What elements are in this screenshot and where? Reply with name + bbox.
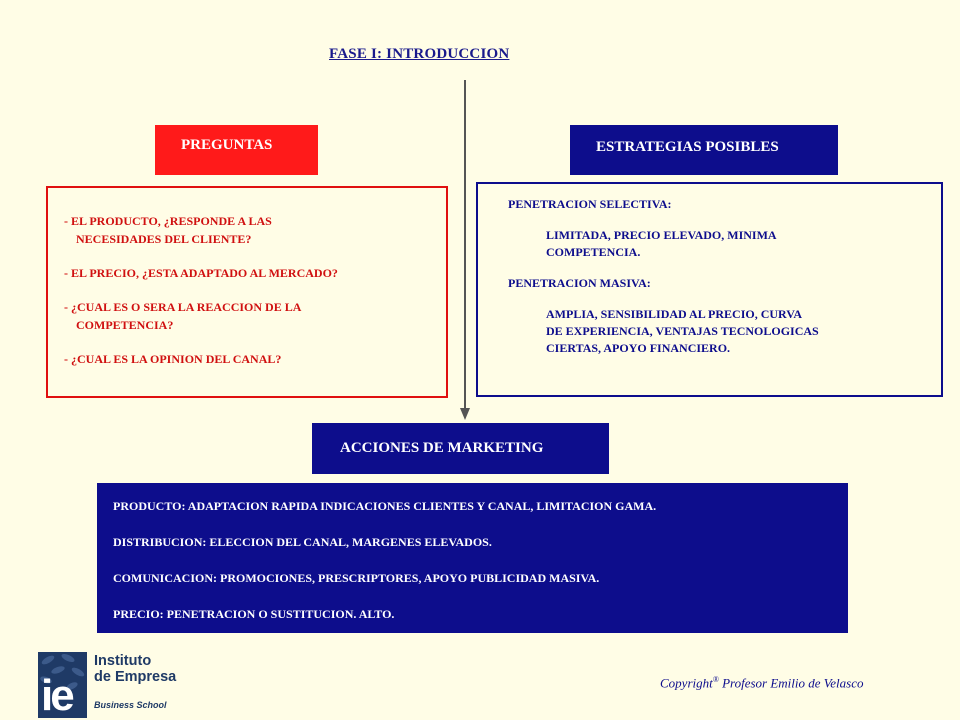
registered-symbol: ® xyxy=(712,675,719,684)
estrategias-header: ESTRATEGIAS POSIBLES xyxy=(570,125,838,175)
copyright-notice xyxy=(660,675,863,691)
ie-logo xyxy=(38,652,198,718)
pregunta-line-cont: COMPETENCIA? xyxy=(76,318,174,332)
pregunta-line: - EL PRODUCTO, ¿RESPONDE A LAS xyxy=(64,214,272,228)
ie-logo-letters: ie xyxy=(41,671,72,718)
pregunta-item xyxy=(64,298,446,334)
pregunta-item xyxy=(64,350,446,368)
estrategias-box xyxy=(476,182,943,397)
pregunta-line: - EL PRECIO, ¿ESTA ADAPTADO AL MERCADO? xyxy=(64,266,338,280)
accion-producto: PRODUCTO: ADAPTACION RAPIDA INDICACIONES CLIENTES Y CANAL, LIMITACION GAMA. xyxy=(113,499,657,513)
preguntas-header: PREGUNTAS xyxy=(155,125,318,175)
selectiva-detail xyxy=(508,227,941,261)
preguntas-box xyxy=(46,186,448,398)
ie-logo-mark xyxy=(38,652,87,718)
acciones-box xyxy=(97,483,848,633)
copyright-prefix: Copyright xyxy=(660,675,713,691)
page-title: FASE I: INTRODUCCION xyxy=(329,46,510,62)
copyright-suffix: Profesor Emilio de Velasco xyxy=(718,675,864,691)
masiva-detail xyxy=(508,306,941,357)
ie-logo-line2: de Empresa xyxy=(94,669,177,685)
pregunta-item xyxy=(64,212,446,248)
pregunta-line: - ¿CUAL ES LA OPINION DEL CANAL? xyxy=(64,352,282,366)
flow-arrow-line xyxy=(464,80,466,410)
ie-logo-name xyxy=(94,653,176,685)
masiva-line: CIERTAS, APOYO FINANCIERO. xyxy=(546,341,731,355)
selectiva-line: COMPETENCIA. xyxy=(546,245,641,259)
flow-arrow-head xyxy=(460,408,470,420)
accion-distribucion: DISTRIBUCION: ELECCION DEL CANAL, MARGENES ELEVADOS. xyxy=(113,535,492,549)
masiva-line: DE EXPERIENCIA, VENTAJAS TECNOLOGICAS xyxy=(546,324,819,338)
selectiva-heading: PENETRACION SELECTIVA: xyxy=(508,197,672,211)
pregunta-line-cont: NECESIDADES DEL CLIENTE? xyxy=(76,232,252,246)
accion-comunicacion: COMUNICACION: PROMOCIONES, PRESCRIPTORES, APOYO PUBLICIDAD MASIVA. xyxy=(113,571,600,585)
ie-logo-sub: Business School xyxy=(94,700,167,710)
pregunta-item xyxy=(64,264,446,282)
pregunta-line: - ¿CUAL ES O SERA LA REACCION DE LA xyxy=(64,300,302,314)
masiva-line: AMPLIA, SENSIBILIDAD AL PRECIO, CURVA xyxy=(546,307,803,321)
masiva-heading: PENETRACION MASIVA: xyxy=(508,276,651,290)
ie-logo-line1: Instituto xyxy=(94,653,152,669)
accion-precio: PRECIO: PENETRACION O SUSTITUCION. ALTO. xyxy=(113,607,395,621)
selectiva-line: LIMITADA, PRECIO ELEVADO, MINIMA xyxy=(546,228,777,242)
acciones-header: ACCIONES DE MARKETING xyxy=(312,423,609,474)
